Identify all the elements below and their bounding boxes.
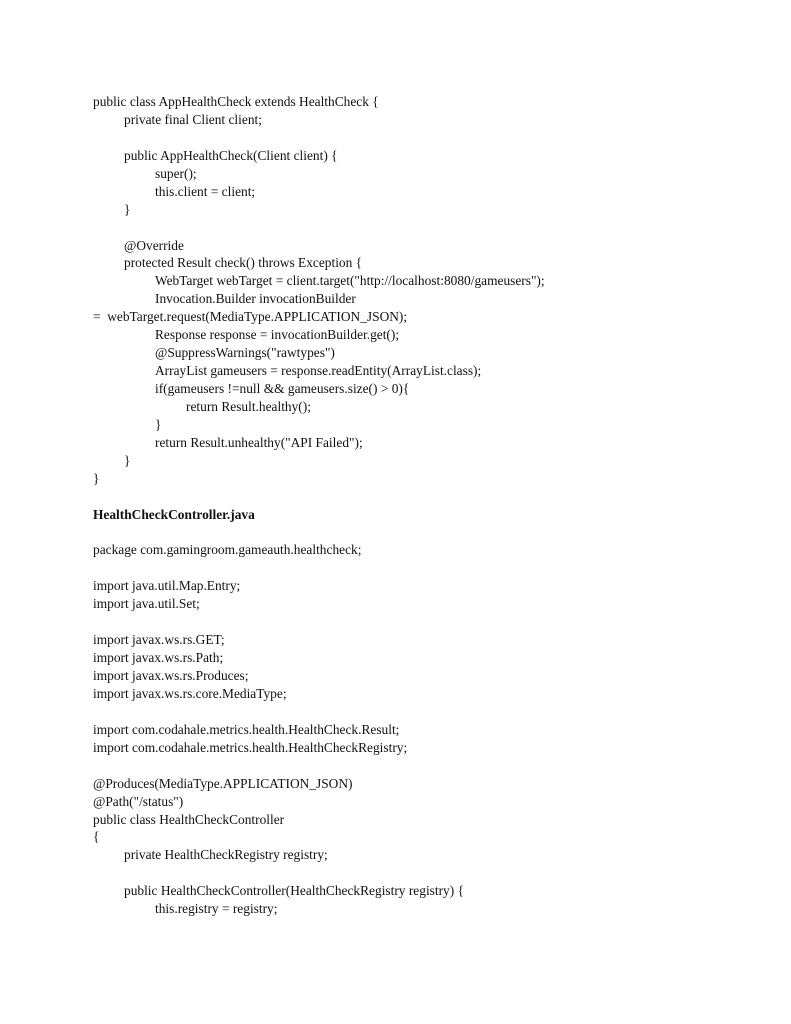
blank-line bbox=[93, 219, 733, 237]
code-line: import javax.ws.rs.core.MediaType; bbox=[93, 685, 287, 701]
blank-line bbox=[93, 757, 733, 775]
section-heading: HealthCheckController.java bbox=[93, 506, 255, 522]
code-line: private final Client client; bbox=[124, 111, 262, 127]
code-line: } bbox=[93, 470, 100, 486]
code-line: public AppHealthCheck(Client client) { bbox=[124, 147, 338, 163]
code-line: @Path("/status") bbox=[93, 793, 184, 809]
code-line: = webTarget.request(MediaType.APPLICATION_JSON); bbox=[93, 309, 408, 325]
code-line: Response response = invocationBuilder.get(); bbox=[155, 327, 400, 343]
blank-line bbox=[93, 864, 733, 882]
code-line: import javax.ws.rs.Path; bbox=[93, 650, 224, 666]
code-line: protected Result check() throws Exception { bbox=[124, 255, 363, 271]
code-line: WebTarget webTarget = client.target("http://localhost:8080/gameusers"); bbox=[155, 273, 545, 289]
code-line: this.client = client; bbox=[155, 183, 256, 199]
code-line: @SuppressWarnings("rawtypes") bbox=[155, 345, 335, 361]
code-line: { bbox=[93, 829, 100, 845]
code-line: import com.codahale.metrics.health.HealthCheck.Result; bbox=[93, 721, 400, 737]
code-line: this.registry = registry; bbox=[155, 901, 278, 917]
code-line: } bbox=[124, 452, 131, 468]
blank-line bbox=[93, 488, 733, 506]
code-line: Invocation.Builder invocationBuilder bbox=[155, 291, 356, 307]
code-line: if(gameusers !=null && gameusers.size() > 0){ bbox=[155, 381, 410, 396]
blank-line bbox=[93, 703, 733, 721]
code-line: public HealthCheckController(HealthCheckRegistry registry) { bbox=[124, 883, 464, 899]
code-listing bbox=[93, 93, 733, 918]
code-line: } bbox=[124, 201, 131, 217]
code-line: private HealthCheckRegistry registry; bbox=[124, 847, 328, 863]
code-line: import java.util.Set; bbox=[93, 596, 200, 612]
code-line: import javax.ws.rs.GET; bbox=[93, 632, 225, 648]
code-line: @Produces(MediaType.APPLICATION_JSON) bbox=[93, 775, 353, 791]
code-line: import javax.ws.rs.Produces; bbox=[93, 668, 249, 683]
blank-line bbox=[93, 613, 733, 631]
code-line: import java.util.Map.Entry; bbox=[93, 578, 241, 594]
code-line: public class HealthCheckController bbox=[93, 811, 285, 827]
blank-line bbox=[93, 129, 733, 147]
blank-line bbox=[93, 524, 733, 542]
code-line: @Override bbox=[124, 237, 184, 253]
code-line: public class AppHealthCheck extends HealthCheck { bbox=[93, 94, 379, 109]
code-line: return Result.healthy(); bbox=[186, 398, 311, 414]
code-line: super(); bbox=[155, 165, 197, 181]
code-line: ArrayList gameusers = response.readEntity(ArrayList.class); bbox=[155, 363, 482, 379]
code-line: return Result.unhealthy("API Failed"); bbox=[155, 434, 363, 450]
code-line: package com.gamingroom.gameauth.healthcheck; bbox=[93, 542, 362, 558]
code-line: import com.codahale.metrics.health.HealthCheckRegistry; bbox=[93, 739, 408, 755]
blank-line bbox=[93, 559, 733, 577]
code-line: } bbox=[155, 416, 162, 432]
